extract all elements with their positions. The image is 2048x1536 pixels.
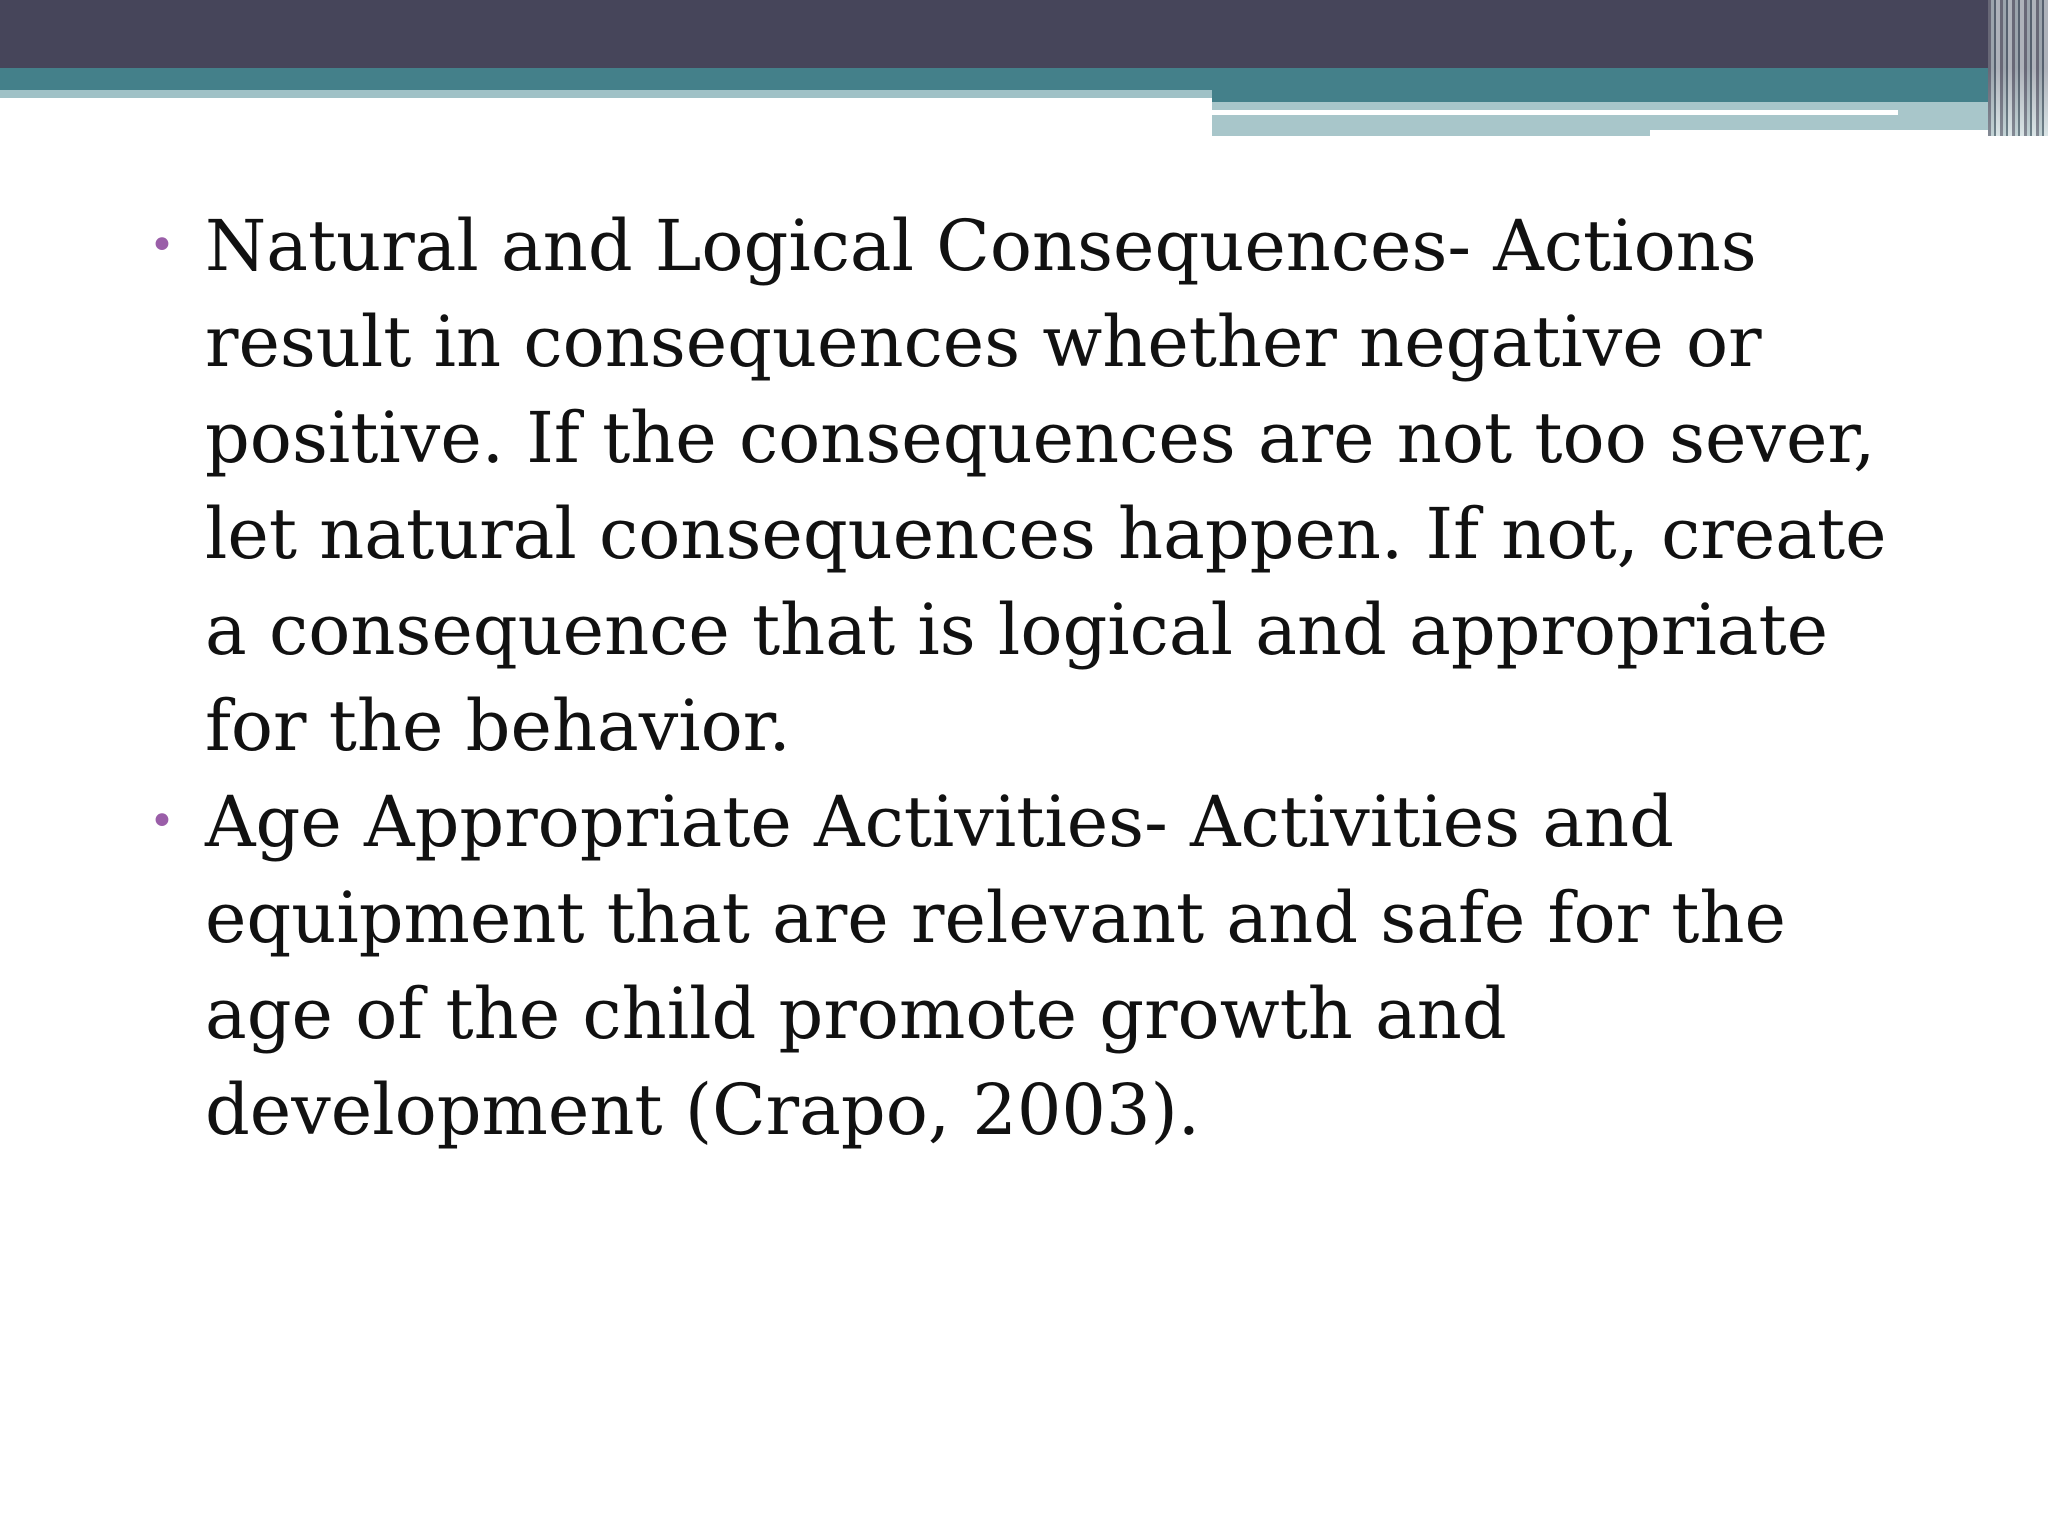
slide-content — [145, 198, 1925, 1158]
bullet-dot-icon: • — [149, 220, 175, 271]
bullet-item-consequences — [145, 198, 1925, 774]
header-band-dark — [0, 0, 2048, 68]
bullet-item-activities — [145, 774, 1925, 1158]
header-edge-stripes-shade — [1988, 0, 2048, 136]
bullet-dot-icon: • — [149, 796, 175, 847]
bullet-text: Age Appropriate Activities- Activities and equipment that are relevant and safe for the age of the child promote growth and development (Crapo, 2003). — [205, 781, 1786, 1151]
header-accent-line — [1212, 110, 1898, 115]
bullet-text: Natural and Logical Consequences- Actions result in consequences whether negative or positive. If the consequences are not too sever, let natural consequences happen. If not, create a consequence that is logical and appropriate for the behavior. — [205, 205, 1887, 767]
header-band-light-left — [0, 90, 1212, 98]
header-band-teal-right — [1212, 90, 2048, 102]
header-band-teal — [0, 68, 2048, 90]
bullet-list — [145, 198, 1925, 1158]
